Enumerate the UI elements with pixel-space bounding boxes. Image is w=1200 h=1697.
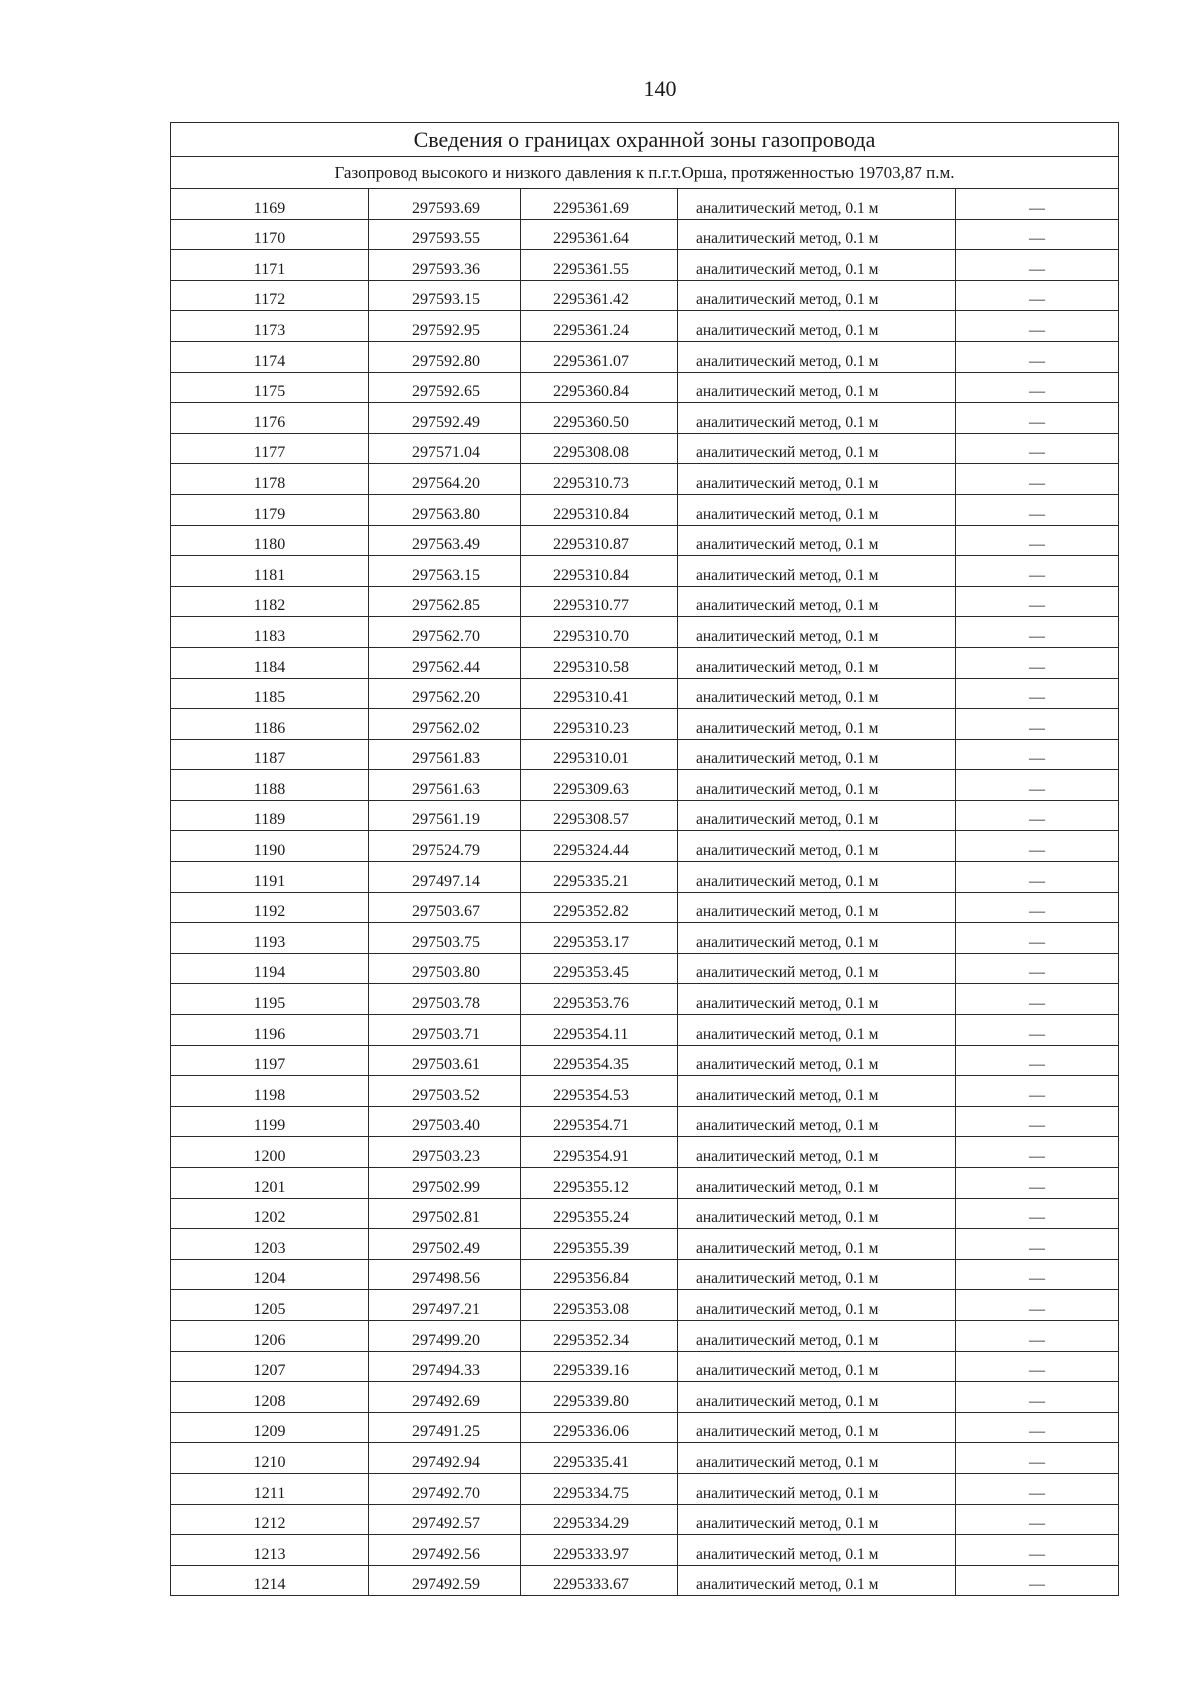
method-cell: аналитический метод, 0.1 м bbox=[678, 953, 956, 984]
point-number-cell: 1191 bbox=[171, 862, 369, 893]
point-number-cell: 1178 bbox=[171, 464, 369, 495]
table-row bbox=[171, 403, 1119, 434]
point-number-cell: 1186 bbox=[171, 709, 369, 740]
note-cell: — bbox=[956, 586, 1119, 617]
method-cell: аналитический метод, 0.1 м bbox=[678, 1443, 956, 1474]
y-coordinate-cell: 2295335.21 bbox=[521, 862, 678, 893]
point-number-cell: 1195 bbox=[171, 984, 369, 1015]
method-cell: аналитический метод, 0.1 м bbox=[678, 1351, 956, 1382]
y-coordinate-cell: 2295355.12 bbox=[521, 1168, 678, 1199]
note-cell: — bbox=[956, 311, 1119, 342]
table-row bbox=[171, 311, 1119, 342]
note-cell: — bbox=[956, 1320, 1119, 1351]
table-row bbox=[171, 1382, 1119, 1413]
table-row bbox=[171, 1290, 1119, 1321]
note-cell: — bbox=[956, 739, 1119, 770]
note-cell: — bbox=[956, 862, 1119, 893]
note-cell: — bbox=[956, 1198, 1119, 1229]
table-title: Сведения о границах охранной зоны газопровода bbox=[171, 123, 1119, 157]
point-number-cell: 1203 bbox=[171, 1229, 369, 1260]
point-number-cell: 1192 bbox=[171, 892, 369, 923]
table-row bbox=[171, 1504, 1119, 1535]
table-row bbox=[171, 1198, 1119, 1229]
point-number-cell: 1199 bbox=[171, 1106, 369, 1137]
table-row bbox=[171, 219, 1119, 250]
table-row bbox=[171, 556, 1119, 587]
y-coordinate-cell: 2295310.01 bbox=[521, 739, 678, 770]
y-coordinate-cell: 2295310.70 bbox=[521, 617, 678, 648]
x-coordinate-cell: 297492.59 bbox=[369, 1565, 521, 1596]
y-coordinate-cell: 2295333.97 bbox=[521, 1535, 678, 1566]
x-coordinate-cell: 297499.20 bbox=[369, 1320, 521, 1351]
point-number-cell: 1206 bbox=[171, 1320, 369, 1351]
x-coordinate-cell: 297571.04 bbox=[369, 433, 521, 464]
y-coordinate-cell: 2295361.64 bbox=[521, 219, 678, 250]
method-cell: аналитический метод, 0.1 м bbox=[678, 433, 956, 464]
table-row bbox=[171, 1565, 1119, 1596]
y-coordinate-cell: 2295308.08 bbox=[521, 433, 678, 464]
note-cell: — bbox=[956, 464, 1119, 495]
y-coordinate-cell: 2295354.35 bbox=[521, 1045, 678, 1076]
x-coordinate-cell: 297503.52 bbox=[369, 1076, 521, 1107]
y-coordinate-cell: 2295310.77 bbox=[521, 586, 678, 617]
note-cell: — bbox=[956, 1535, 1119, 1566]
point-number-cell: 1179 bbox=[171, 494, 369, 525]
point-number-cell: 1177 bbox=[171, 433, 369, 464]
x-coordinate-cell: 297562.02 bbox=[369, 709, 521, 740]
y-coordinate-cell: 2295310.23 bbox=[521, 709, 678, 740]
method-cell: аналитический метод, 0.1 м bbox=[678, 525, 956, 556]
point-number-cell: 1207 bbox=[171, 1351, 369, 1382]
x-coordinate-cell: 297503.71 bbox=[369, 1015, 521, 1046]
y-coordinate-cell: 2295310.84 bbox=[521, 494, 678, 525]
y-coordinate-cell: 2295310.73 bbox=[521, 464, 678, 495]
x-coordinate-cell: 297592.80 bbox=[369, 341, 521, 372]
point-number-cell: 1210 bbox=[171, 1443, 369, 1474]
table-row bbox=[171, 189, 1119, 220]
boundary-table bbox=[170, 122, 1119, 1596]
table-row bbox=[171, 1168, 1119, 1199]
point-number-cell: 1198 bbox=[171, 1076, 369, 1107]
x-coordinate-cell: 297491.25 bbox=[369, 1412, 521, 1443]
y-coordinate-cell: 2295361.42 bbox=[521, 280, 678, 311]
method-cell: аналитический метод, 0.1 м bbox=[678, 1259, 956, 1290]
note-cell: — bbox=[956, 923, 1119, 954]
point-number-cell: 1201 bbox=[171, 1168, 369, 1199]
table-row bbox=[171, 1229, 1119, 1260]
note-cell: — bbox=[956, 1504, 1119, 1535]
y-coordinate-cell: 2295310.41 bbox=[521, 678, 678, 709]
x-coordinate-cell: 297502.81 bbox=[369, 1198, 521, 1229]
note-cell: — bbox=[956, 403, 1119, 434]
y-coordinate-cell: 2295336.06 bbox=[521, 1412, 678, 1443]
table-row bbox=[171, 464, 1119, 495]
point-number-cell: 1180 bbox=[171, 525, 369, 556]
point-number-cell: 1190 bbox=[171, 831, 369, 862]
y-coordinate-cell: 2295360.50 bbox=[521, 403, 678, 434]
y-coordinate-cell: 2295361.07 bbox=[521, 341, 678, 372]
point-number-cell: 1182 bbox=[171, 586, 369, 617]
note-cell: — bbox=[956, 953, 1119, 984]
method-cell: аналитический метод, 0.1 м bbox=[678, 709, 956, 740]
table-row bbox=[171, 525, 1119, 556]
note-cell: — bbox=[956, 984, 1119, 1015]
x-coordinate-cell: 297497.14 bbox=[369, 862, 521, 893]
method-cell: аналитический метод, 0.1 м bbox=[678, 862, 956, 893]
x-coordinate-cell: 297593.69 bbox=[369, 189, 521, 220]
table-row bbox=[171, 1106, 1119, 1137]
y-coordinate-cell: 2295310.58 bbox=[521, 647, 678, 678]
y-coordinate-cell: 2295310.84 bbox=[521, 556, 678, 587]
table-row bbox=[171, 586, 1119, 617]
point-number-cell: 1202 bbox=[171, 1198, 369, 1229]
note-cell: — bbox=[956, 1045, 1119, 1076]
table-row bbox=[171, 1259, 1119, 1290]
table-row bbox=[171, 678, 1119, 709]
y-coordinate-cell: 2295339.16 bbox=[521, 1351, 678, 1382]
method-cell: аналитический метод, 0.1 м bbox=[678, 1320, 956, 1351]
x-coordinate-cell: 297503.23 bbox=[369, 1137, 521, 1168]
note-cell: — bbox=[956, 647, 1119, 678]
y-coordinate-cell: 2295356.84 bbox=[521, 1259, 678, 1290]
note-cell: — bbox=[956, 1473, 1119, 1504]
table-row bbox=[171, 709, 1119, 740]
table-row bbox=[171, 250, 1119, 281]
x-coordinate-cell: 297494.33 bbox=[369, 1351, 521, 1382]
y-coordinate-cell: 2295361.55 bbox=[521, 250, 678, 281]
method-cell: аналитический метод, 0.1 м bbox=[678, 403, 956, 434]
y-coordinate-cell: 2295353.45 bbox=[521, 953, 678, 984]
x-coordinate-cell: 297503.75 bbox=[369, 923, 521, 954]
table-title-row bbox=[171, 123, 1119, 157]
x-coordinate-cell: 297562.85 bbox=[369, 586, 521, 617]
table-row bbox=[171, 923, 1119, 954]
method-cell: аналитический метод, 0.1 м bbox=[678, 1382, 956, 1413]
x-coordinate-cell: 297593.36 bbox=[369, 250, 521, 281]
table-row bbox=[171, 280, 1119, 311]
point-number-cell: 1172 bbox=[171, 280, 369, 311]
y-coordinate-cell: 2295353.17 bbox=[521, 923, 678, 954]
method-cell: аналитический метод, 0.1 м bbox=[678, 556, 956, 587]
note-cell: — bbox=[956, 709, 1119, 740]
table-subtitle: Газопровод высокого и низкого давления к п.г.т.Орша, протяженностью 19703,87 п.м. bbox=[171, 157, 1119, 189]
x-coordinate-cell: 297524.79 bbox=[369, 831, 521, 862]
note-cell: — bbox=[956, 1168, 1119, 1199]
method-cell: аналитический метод, 0.1 м bbox=[678, 647, 956, 678]
point-number-cell: 1214 bbox=[171, 1565, 369, 1596]
x-coordinate-cell: 297492.94 bbox=[369, 1443, 521, 1474]
y-coordinate-cell: 2295355.24 bbox=[521, 1198, 678, 1229]
x-coordinate-cell: 297503.61 bbox=[369, 1045, 521, 1076]
method-cell: аналитический метод, 0.1 м bbox=[678, 1076, 956, 1107]
x-coordinate-cell: 297492.70 bbox=[369, 1473, 521, 1504]
table-row bbox=[171, 953, 1119, 984]
table-row bbox=[171, 984, 1119, 1015]
point-number-cell: 1208 bbox=[171, 1382, 369, 1413]
table-row bbox=[171, 372, 1119, 403]
note-cell: — bbox=[956, 1565, 1119, 1596]
table-row bbox=[171, 862, 1119, 893]
x-coordinate-cell: 297503.67 bbox=[369, 892, 521, 923]
note-cell: — bbox=[956, 831, 1119, 862]
y-coordinate-cell: 2295334.75 bbox=[521, 1473, 678, 1504]
method-cell: аналитический метод, 0.1 м bbox=[678, 189, 956, 220]
method-cell: аналитический метод, 0.1 м bbox=[678, 1198, 956, 1229]
x-coordinate-cell: 297503.78 bbox=[369, 984, 521, 1015]
table-row bbox=[171, 892, 1119, 923]
table-row bbox=[171, 1473, 1119, 1504]
table-row bbox=[171, 433, 1119, 464]
method-cell: аналитический метод, 0.1 м bbox=[678, 372, 956, 403]
point-number-cell: 1212 bbox=[171, 1504, 369, 1535]
method-cell: аналитический метод, 0.1 м bbox=[678, 678, 956, 709]
table-row bbox=[171, 1351, 1119, 1382]
note-cell: — bbox=[956, 892, 1119, 923]
note-cell: — bbox=[956, 189, 1119, 220]
note-cell: — bbox=[956, 800, 1119, 831]
note-cell: — bbox=[956, 280, 1119, 311]
method-cell: аналитический метод, 0.1 м bbox=[678, 892, 956, 923]
method-cell: аналитический метод, 0.1 м bbox=[678, 1412, 956, 1443]
y-coordinate-cell: 2295361.69 bbox=[521, 189, 678, 220]
table-row bbox=[171, 1535, 1119, 1566]
x-coordinate-cell: 297562.20 bbox=[369, 678, 521, 709]
y-coordinate-cell: 2295324.44 bbox=[521, 831, 678, 862]
x-coordinate-cell: 297593.55 bbox=[369, 219, 521, 250]
y-coordinate-cell: 2295352.34 bbox=[521, 1320, 678, 1351]
method-cell: аналитический метод, 0.1 м bbox=[678, 1106, 956, 1137]
y-coordinate-cell: 2295334.29 bbox=[521, 1504, 678, 1535]
x-coordinate-cell: 297562.44 bbox=[369, 647, 521, 678]
method-cell: аналитический метод, 0.1 м bbox=[678, 800, 956, 831]
method-cell: аналитический метод, 0.1 м bbox=[678, 739, 956, 770]
y-coordinate-cell: 2295353.76 bbox=[521, 984, 678, 1015]
x-coordinate-cell: 297503.80 bbox=[369, 953, 521, 984]
note-cell: — bbox=[956, 433, 1119, 464]
point-number-cell: 1174 bbox=[171, 341, 369, 372]
note-cell: — bbox=[956, 1351, 1119, 1382]
boundary-table-body bbox=[171, 123, 1119, 1596]
table-row bbox=[171, 800, 1119, 831]
y-coordinate-cell: 2295310.87 bbox=[521, 525, 678, 556]
method-cell: аналитический метод, 0.1 м bbox=[678, 1168, 956, 1199]
point-number-cell: 1197 bbox=[171, 1045, 369, 1076]
method-cell: аналитический метод, 0.1 м bbox=[678, 617, 956, 648]
point-number-cell: 1193 bbox=[171, 923, 369, 954]
y-coordinate-cell: 2295354.53 bbox=[521, 1076, 678, 1107]
table-row bbox=[171, 341, 1119, 372]
table-row bbox=[171, 1045, 1119, 1076]
y-coordinate-cell: 2295333.67 bbox=[521, 1565, 678, 1596]
method-cell: аналитический метод, 0.1 м bbox=[678, 1565, 956, 1596]
point-number-cell: 1170 bbox=[171, 219, 369, 250]
y-coordinate-cell: 2295354.71 bbox=[521, 1106, 678, 1137]
note-cell: — bbox=[956, 525, 1119, 556]
y-coordinate-cell: 2295339.80 bbox=[521, 1382, 678, 1413]
table-row bbox=[171, 1137, 1119, 1168]
x-coordinate-cell: 297502.99 bbox=[369, 1168, 521, 1199]
x-coordinate-cell: 297563.49 bbox=[369, 525, 521, 556]
x-coordinate-cell: 297592.95 bbox=[369, 311, 521, 342]
method-cell: аналитический метод, 0.1 м bbox=[678, 770, 956, 801]
note-cell: — bbox=[956, 1382, 1119, 1413]
note-cell: — bbox=[956, 678, 1119, 709]
point-number-cell: 1183 bbox=[171, 617, 369, 648]
note-cell: — bbox=[956, 556, 1119, 587]
x-coordinate-cell: 297592.65 bbox=[369, 372, 521, 403]
note-cell: — bbox=[956, 1259, 1119, 1290]
table-subtitle-row bbox=[171, 157, 1119, 189]
point-number-cell: 1173 bbox=[171, 311, 369, 342]
x-coordinate-cell: 297497.21 bbox=[369, 1290, 521, 1321]
page-number: 140 bbox=[643, 76, 677, 101]
x-coordinate-cell: 297492.57 bbox=[369, 1504, 521, 1535]
note-cell: — bbox=[956, 494, 1119, 525]
method-cell: аналитический метод, 0.1 м bbox=[678, 923, 956, 954]
x-coordinate-cell: 297492.56 bbox=[369, 1535, 521, 1566]
method-cell: аналитический метод, 0.1 м bbox=[678, 341, 956, 372]
method-cell: аналитический метод, 0.1 м bbox=[678, 311, 956, 342]
note-cell: — bbox=[956, 1137, 1119, 1168]
point-number-cell: 1185 bbox=[171, 678, 369, 709]
point-number-cell: 1200 bbox=[171, 1137, 369, 1168]
point-number-cell: 1213 bbox=[171, 1535, 369, 1566]
x-coordinate-cell: 297492.69 bbox=[369, 1382, 521, 1413]
point-number-cell: 1175 bbox=[171, 372, 369, 403]
y-coordinate-cell: 2295354.91 bbox=[521, 1137, 678, 1168]
x-coordinate-cell: 297498.56 bbox=[369, 1259, 521, 1290]
point-number-cell: 1181 bbox=[171, 556, 369, 587]
table-row bbox=[171, 647, 1119, 678]
x-coordinate-cell: 297563.15 bbox=[369, 556, 521, 587]
method-cell: аналитический метод, 0.1 м bbox=[678, 219, 956, 250]
table-row bbox=[171, 1443, 1119, 1474]
y-coordinate-cell: 2295355.39 bbox=[521, 1229, 678, 1260]
method-cell: аналитический метод, 0.1 м bbox=[678, 1535, 956, 1566]
method-cell: аналитический метод, 0.1 м bbox=[678, 1473, 956, 1504]
x-coordinate-cell: 297593.15 bbox=[369, 280, 521, 311]
y-coordinate-cell: 2295360.84 bbox=[521, 372, 678, 403]
table-row bbox=[171, 494, 1119, 525]
note-cell: — bbox=[956, 1015, 1119, 1046]
note-cell: — bbox=[956, 1443, 1119, 1474]
x-coordinate-cell: 297561.19 bbox=[369, 800, 521, 831]
x-coordinate-cell: 297561.63 bbox=[369, 770, 521, 801]
x-coordinate-cell: 297592.49 bbox=[369, 403, 521, 434]
point-number-cell: 1205 bbox=[171, 1290, 369, 1321]
note-cell: — bbox=[956, 341, 1119, 372]
note-cell: — bbox=[956, 770, 1119, 801]
point-number-cell: 1176 bbox=[171, 403, 369, 434]
point-number-cell: 1184 bbox=[171, 647, 369, 678]
note-cell: — bbox=[956, 1076, 1119, 1107]
table-row bbox=[171, 1320, 1119, 1351]
point-number-cell: 1204 bbox=[171, 1259, 369, 1290]
note-cell: — bbox=[956, 1229, 1119, 1260]
method-cell: аналитический метод, 0.1 м bbox=[678, 1229, 956, 1260]
note-cell: — bbox=[956, 617, 1119, 648]
table-row bbox=[171, 770, 1119, 801]
y-coordinate-cell: 2295309.63 bbox=[521, 770, 678, 801]
note-cell: — bbox=[956, 1290, 1119, 1321]
point-number-cell: 1211 bbox=[171, 1473, 369, 1504]
method-cell: аналитический метод, 0.1 м bbox=[678, 984, 956, 1015]
method-cell: аналитический метод, 0.1 м bbox=[678, 280, 956, 311]
point-number-cell: 1188 bbox=[171, 770, 369, 801]
table-row bbox=[171, 617, 1119, 648]
table-row bbox=[171, 739, 1119, 770]
y-coordinate-cell: 2295352.82 bbox=[521, 892, 678, 923]
y-coordinate-cell: 2295335.41 bbox=[521, 1443, 678, 1474]
point-number-cell: 1189 bbox=[171, 800, 369, 831]
y-coordinate-cell: 2295353.08 bbox=[521, 1290, 678, 1321]
point-number-cell: 1196 bbox=[171, 1015, 369, 1046]
table-row bbox=[171, 831, 1119, 862]
x-coordinate-cell: 297563.80 bbox=[369, 494, 521, 525]
point-number-cell: 1169 bbox=[171, 189, 369, 220]
method-cell: аналитический метод, 0.1 м bbox=[678, 1045, 956, 1076]
note-cell: — bbox=[956, 372, 1119, 403]
method-cell: аналитический метод, 0.1 м bbox=[678, 831, 956, 862]
method-cell: аналитический метод, 0.1 м bbox=[678, 464, 956, 495]
y-coordinate-cell: 2295308.57 bbox=[521, 800, 678, 831]
note-cell: — bbox=[956, 219, 1119, 250]
method-cell: аналитический метод, 0.1 м bbox=[678, 586, 956, 617]
method-cell: аналитический метод, 0.1 м bbox=[678, 1137, 956, 1168]
x-coordinate-cell: 297562.70 bbox=[369, 617, 521, 648]
note-cell: — bbox=[956, 1106, 1119, 1137]
x-coordinate-cell: 297502.49 bbox=[369, 1229, 521, 1260]
point-number-cell: 1194 bbox=[171, 953, 369, 984]
note-cell: — bbox=[956, 250, 1119, 281]
method-cell: аналитический метод, 0.1 м bbox=[678, 250, 956, 281]
table-row bbox=[171, 1412, 1119, 1443]
method-cell: аналитический метод, 0.1 м bbox=[678, 494, 956, 525]
point-number-cell: 1187 bbox=[171, 739, 369, 770]
method-cell: аналитический метод, 0.1 м bbox=[678, 1290, 956, 1321]
method-cell: аналитический метод, 0.1 м bbox=[678, 1015, 956, 1046]
table-row bbox=[171, 1076, 1119, 1107]
table-row bbox=[171, 1015, 1119, 1046]
x-coordinate-cell: 297561.83 bbox=[369, 739, 521, 770]
y-coordinate-cell: 2295361.24 bbox=[521, 311, 678, 342]
method-cell: аналитический метод, 0.1 м bbox=[678, 1504, 956, 1535]
note-cell: — bbox=[956, 1412, 1119, 1443]
x-coordinate-cell: 297564.20 bbox=[369, 464, 521, 495]
point-number-cell: 1171 bbox=[171, 250, 369, 281]
x-coordinate-cell: 297503.40 bbox=[369, 1106, 521, 1137]
point-number-cell: 1209 bbox=[171, 1412, 369, 1443]
y-coordinate-cell: 2295354.11 bbox=[521, 1015, 678, 1046]
